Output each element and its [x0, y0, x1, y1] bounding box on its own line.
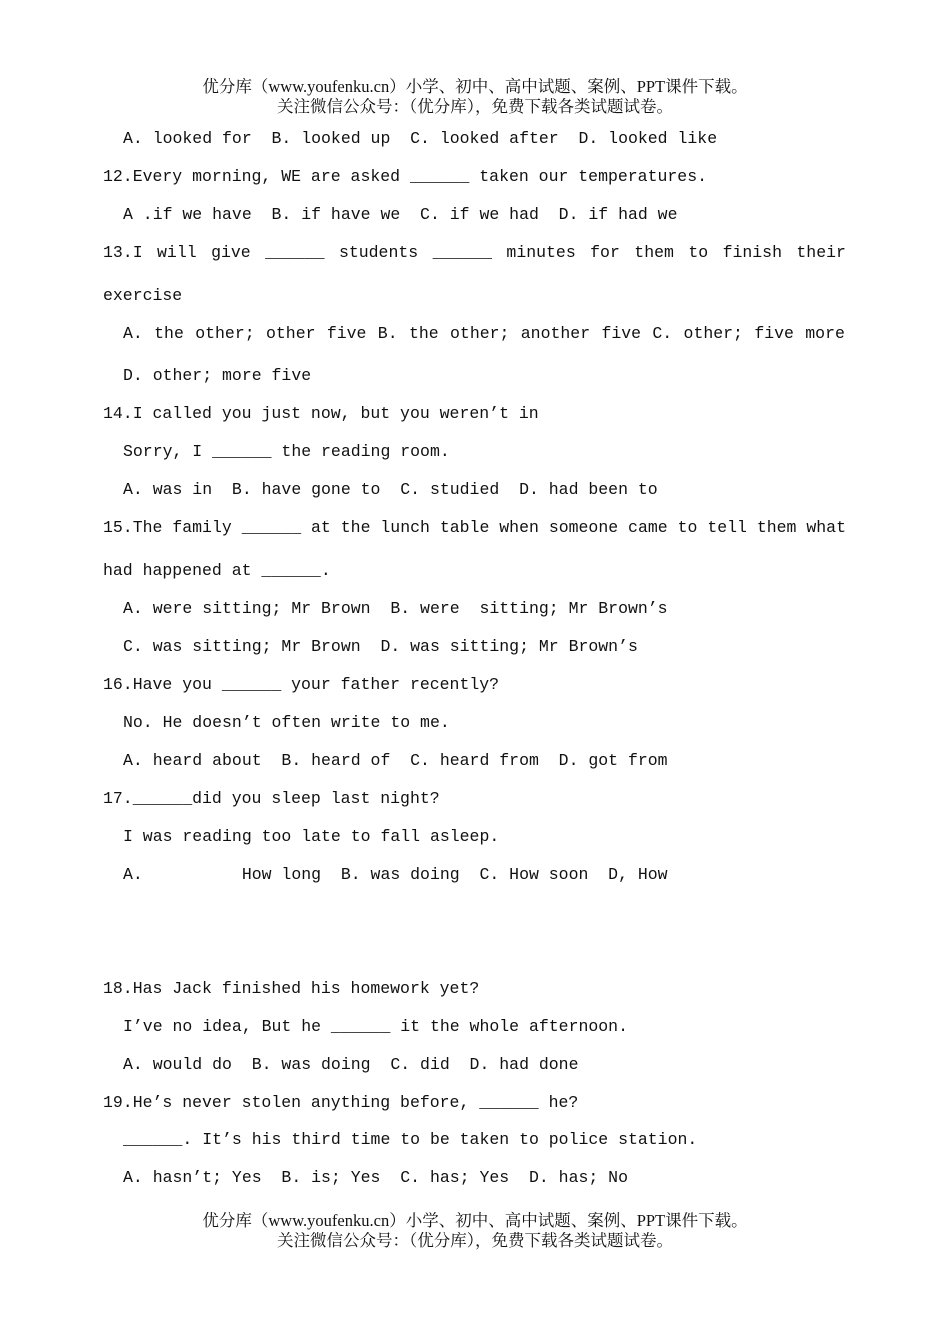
word: to: [677, 518, 698, 537]
word: someone: [548, 518, 619, 537]
q13-stem: [103, 242, 846, 264]
word: came: [628, 518, 668, 537]
q19-reply: ______. It’s his third time to be taken to police station.: [123, 1130, 698, 1149]
word: family: [172, 518, 232, 537]
word: students: [338, 243, 419, 262]
q16-reply: No. He doesn’t often write to me.: [123, 713, 450, 732]
word: C.: [652, 324, 673, 343]
word: the: [408, 324, 439, 343]
q15-options-ab: A. were sitting; Mr Brown B. were sitting; Mr Brown’s: [123, 599, 668, 618]
q18-reply: I’ve no idea, But he ______ it the whole afternoon.: [123, 1017, 628, 1036]
word: what: [806, 518, 846, 537]
word: five: [754, 324, 794, 343]
word: five: [326, 324, 367, 343]
q11-options: A. looked for B. looked up C. looked after D. looked like: [123, 129, 718, 148]
footer-line-2: 关注微信公众号：（优分库），免费下载各类试题试卷。: [277, 1231, 673, 1250]
word: tell: [707, 518, 747, 537]
q18-stem: 18.Has Jack finished his homework yet?: [103, 979, 480, 998]
word: their: [796, 243, 846, 262]
q12-stem: 12.Every morning, WE are asked ______ taken our temperatures.: [103, 167, 707, 186]
word: when: [499, 518, 539, 537]
q12-options: A .if we have B. if have we C. if we had D. if had we: [123, 205, 678, 224]
q15-options-cd: C. was sitting; Mr Brown D. was sitting; Mr Brown’s: [123, 637, 638, 656]
q16-stem: 16.Have you ______ your father recently?: [103, 675, 500, 694]
word: 13.I: [103, 243, 143, 262]
word: for: [590, 243, 620, 262]
word: five: [601, 324, 642, 343]
word: ______: [432, 243, 492, 262]
q15-stem-continued: had happened at ______.: [103, 561, 331, 580]
word: another: [520, 324, 591, 343]
word: other;: [683, 324, 743, 343]
header-line-2: 关注微信公众号：（优分库），免费下载各类试题试卷。: [277, 97, 673, 116]
header-line-1: 优分库（www.youfenku.cn）小学、初中、高中试题、案例、PPT课件下载。: [202, 77, 748, 96]
q14-options: A. was in B. have gone to C. studied D. had been to: [123, 480, 658, 499]
word: other: [265, 324, 316, 343]
word: to: [688, 243, 709, 262]
word: more: [805, 324, 845, 343]
q17-reply: I was reading too late to fall asleep.: [123, 827, 500, 846]
word: other;: [195, 324, 255, 343]
word: give: [211, 243, 251, 262]
q16-options: A. heard about B. heard of C. heard from D. got from: [123, 751, 668, 770]
word: the: [340, 518, 371, 537]
q17-stem: 17.______did you sleep last night?: [103, 789, 440, 808]
word: minutes: [506, 243, 576, 262]
q19-options: A. hasn’t; Yes B. is; Yes C. has; Yes D. has; No: [123, 1168, 628, 1187]
footer-line-1: 优分库（www.youfenku.cn）小学、初中、高中试题、案例、PPT课件下载。: [202, 1211, 748, 1230]
q14-reply: Sorry, I ______ the reading room.: [123, 442, 450, 461]
word: ______: [241, 518, 302, 537]
q15-stem: [103, 517, 846, 539]
word: ______: [265, 243, 325, 262]
q13-options-continued: D. other; more five: [123, 366, 312, 385]
q17-options: A. How long B. was doing C. How soon D, How: [123, 865, 668, 884]
q13-options: [123, 323, 845, 345]
word: finish: [722, 243, 782, 262]
q14-stem: 14.I called you just now, but you weren’t in: [103, 404, 539, 423]
q18-options: A. would do B. was doing C. did D. had done: [123, 1055, 579, 1074]
word: A.: [123, 324, 143, 343]
word: them: [634, 243, 674, 262]
word: the: [154, 324, 184, 343]
word: table: [439, 518, 490, 537]
word: B.: [377, 324, 398, 343]
q13-stem-continued: exercise: [103, 286, 183, 305]
q19-stem: 19.He’s never stolen anything before, ______ he?: [103, 1093, 579, 1112]
word: 15.The: [103, 518, 163, 537]
page-footer: [0, 1211, 950, 1251]
word: them: [756, 518, 797, 537]
word: will: [157, 243, 197, 262]
word: other;: [450, 324, 510, 343]
word: lunch: [380, 518, 430, 537]
word: at: [311, 518, 331, 537]
